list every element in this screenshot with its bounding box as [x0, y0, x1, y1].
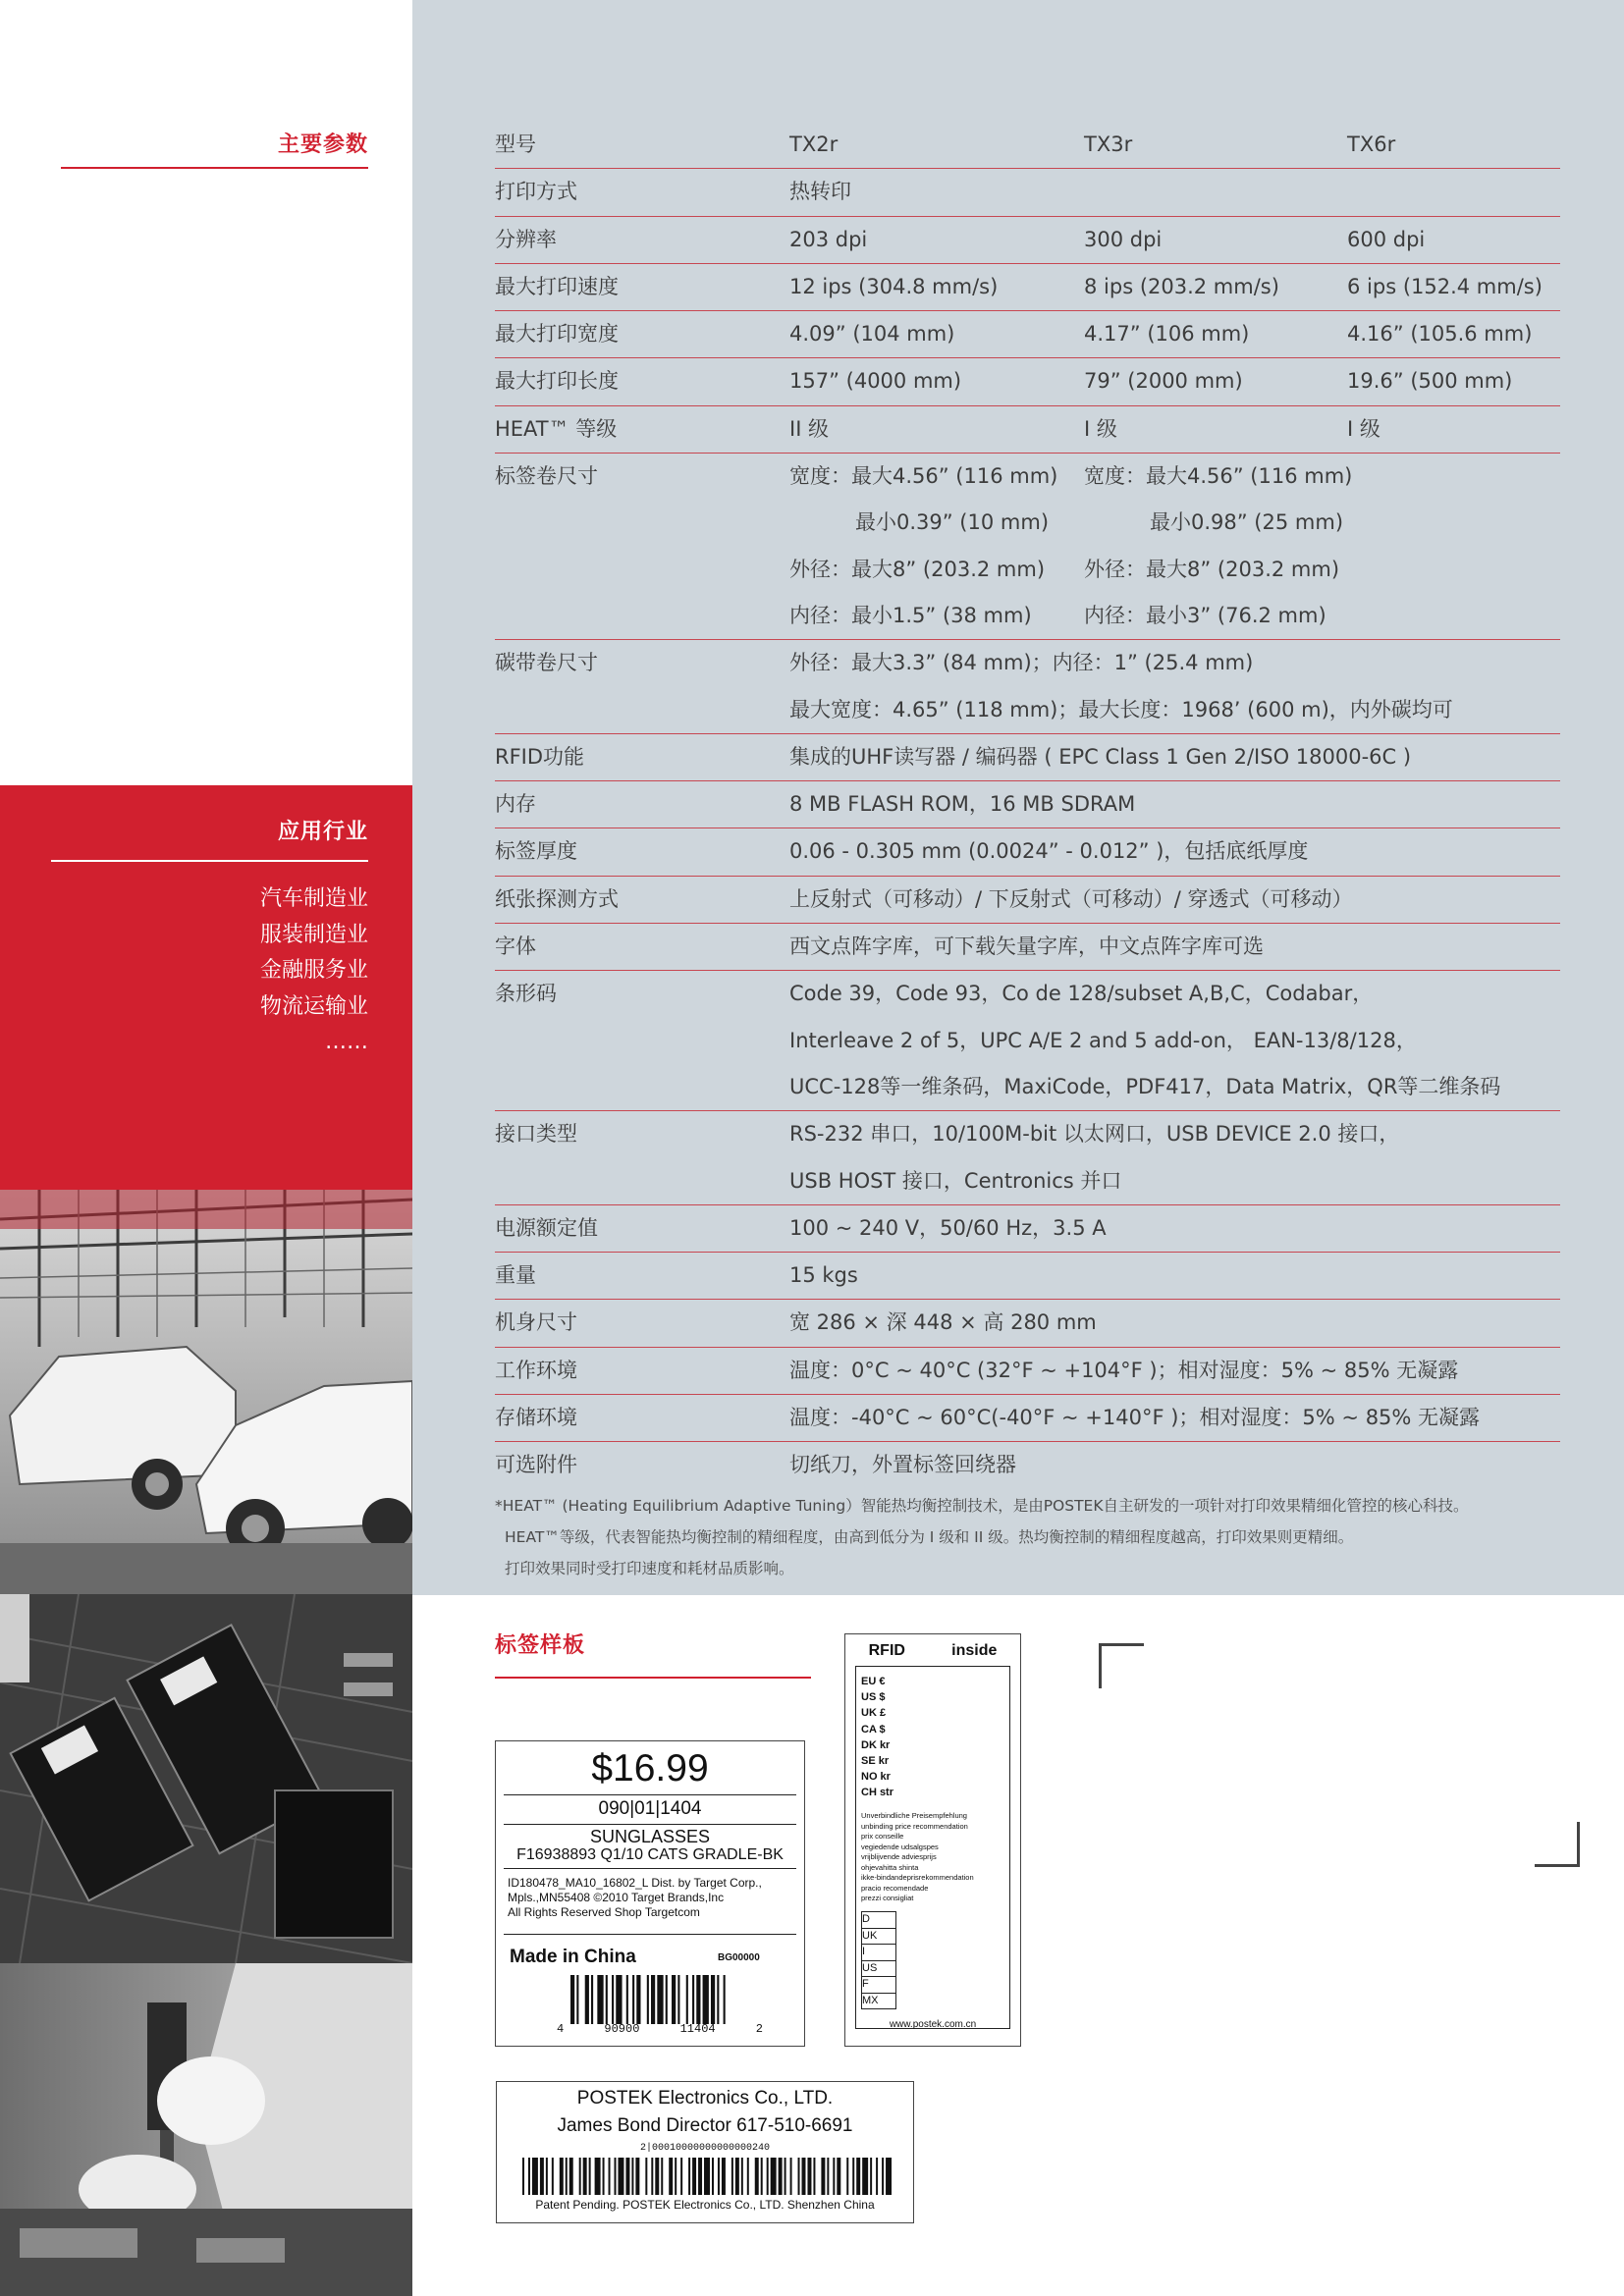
- row-label: 最大打印宽度: [495, 322, 619, 347]
- params-title-rule: [61, 167, 368, 169]
- barcode-bar: [661, 2158, 663, 2195]
- barcode-bar: [761, 2158, 763, 2195]
- table-row: [495, 358, 1560, 405]
- batch-code: BG00000: [718, 1952, 760, 1963]
- barcode-bar: [724, 1975, 726, 2024]
- row-value: 宽度：最大4.56” (116 mm): [789, 464, 1058, 489]
- row-label: 机身尺寸: [495, 1310, 577, 1335]
- barcode-bar: [616, 1975, 622, 2024]
- barcode-bar: [718, 2158, 720, 2195]
- barcode-digit: 11404: [679, 2022, 716, 2036]
- row-value: 集成的UHF读写器 / 编码器 ( EPC Class 1 Gen 2/ISO 18000-6C ): [789, 744, 1412, 769]
- row-label: 标签卷尺寸: [495, 464, 598, 489]
- rfid-url: www.postek.com.cn: [889, 2019, 977, 2030]
- barcode-bar: [698, 2158, 702, 2195]
- row-value: 上反射式（可移动）/ 下反射式（可移动）/ 穿透式（可移动）: [789, 886, 1353, 911]
- industry-item: 服装制造业: [259, 922, 368, 947]
- row-value: 15 kgs: [789, 1263, 858, 1288]
- row-value: UCC-128等一维条码，MaxiCode，PDF417，Data Matrix，QR等二维条码: [789, 1074, 1501, 1098]
- label-roll-tx2r: [789, 454, 1084, 639]
- model-header: TX2r: [789, 133, 839, 156]
- barcode-bar: [717, 1975, 719, 2024]
- heat-footnote: [495, 1490, 1469, 1584]
- barcode-bar: [886, 2158, 892, 2195]
- row-label: HEAT™ 等级: [495, 416, 618, 441]
- barcode-bar: [747, 2158, 749, 2195]
- barcode-bar: [735, 2158, 739, 2195]
- barcode-bar: [635, 2158, 639, 2195]
- barcode-bar: [651, 1975, 655, 2024]
- currency-item: DK kr: [861, 1738, 891, 1751]
- model-header: TX3r: [1084, 133, 1133, 156]
- assembly-worker-photo: [0, 1963, 412, 2296]
- item-code: 090|01|1404: [598, 1798, 702, 1819]
- row-label: 最大打印长度: [495, 369, 619, 394]
- industry-item: 金融服务业: [259, 958, 368, 983]
- barcode-bar: [626, 1975, 628, 2024]
- row-label: 电源额定值: [495, 1215, 598, 1240]
- barcode-bar: [821, 2158, 825, 2195]
- table-row: [495, 781, 1560, 828]
- business-card-label-sample: [496, 2081, 914, 2223]
- row-value: 100 ~ 240 V，50/60 Hz，3.5 A: [789, 1215, 1107, 1240]
- table-row: [495, 1205, 1560, 1253]
- row-value: 外径：最大8” (203.2 mm): [789, 557, 1046, 581]
- row-value: 最小0.98” (25 mm): [1150, 510, 1344, 535]
- product-name: SUNGLASSES: [589, 1827, 711, 1846]
- row-value: 203 dpi: [789, 227, 868, 251]
- barcode-bar: [552, 2158, 554, 2195]
- barcode-bar: [712, 2158, 714, 2195]
- small-text-line: unbinding price recommendation: [861, 1821, 968, 1831]
- company-name: POSTEK Electronics Co., LTD.: [576, 2088, 834, 2109]
- barcode-bar: [741, 2158, 743, 2195]
- barcode-bar: [876, 2158, 878, 2195]
- row-label: 存储环境: [495, 1406, 577, 1430]
- barcode-digit: 90900: [604, 2022, 640, 2036]
- row-label: 最大打印速度: [495, 274, 619, 298]
- currency-item: CA $: [861, 1723, 886, 1735]
- barcode-bar: [813, 2158, 815, 2195]
- price-divider: [504, 1794, 796, 1795]
- table-row: [495, 924, 1560, 971]
- barcode-bar: [722, 2158, 726, 2195]
- row-value: 8 MB FLASH ROM，16 MB SDRAM: [789, 792, 1136, 817]
- row-value: I 级: [1347, 416, 1380, 441]
- barcode-bar: [672, 1975, 676, 2024]
- rfid-inside: inside: [951, 1642, 998, 1659]
- row-value: 19.6” (500 mm): [1347, 369, 1513, 394]
- table-row: [495, 169, 1560, 216]
- label-info: [508, 1876, 762, 1920]
- industry-item: 汽车制造业: [259, 886, 368, 911]
- row-label: 字体: [495, 934, 536, 959]
- row-label: 重量: [495, 1263, 536, 1288]
- row-label: 工作环境: [495, 1358, 577, 1382]
- row-label: 可选附件: [495, 1453, 577, 1477]
- row-value: 切纸刀，外置标签回绕器: [789, 1453, 1016, 1477]
- barcode-bar: [657, 1975, 663, 2024]
- barcode-bar: [771, 2158, 777, 2195]
- barcode-bar: [569, 2158, 573, 2195]
- row-value: 宽 286 × 深 448 × 高 280 mm: [789, 1310, 1097, 1335]
- country-box: US: [861, 1961, 896, 1978]
- table-row: [495, 454, 1560, 640]
- table-row: [495, 1111, 1560, 1205]
- price-label-sample: [495, 1740, 805, 2047]
- barcode-bar: [579, 2158, 581, 2195]
- crop-mark-bottom-right: [1535, 1822, 1580, 1867]
- table-row: [495, 971, 1560, 1111]
- row-value: 内径：最小1.5” (38 mm): [789, 603, 1032, 627]
- barcode-digits: [557, 2022, 763, 2036]
- barcode-bar: [692, 1975, 694, 2024]
- barcode-bar: [703, 1975, 709, 2024]
- footnote-line: *HEAT™ (Heating Equilibrium Adaptive Tuning）智能热均衡控制技术，是由POSTEK自主研发的一项针对打印效果精细化管控的核心科技。: [495, 1497, 1469, 1515]
- row-value: II 级: [789, 416, 830, 441]
- industry-item: 物流运输业: [259, 993, 368, 1019]
- barcode-bar: [677, 1975, 679, 2024]
- barcode-bar: [632, 1975, 634, 2024]
- barcode-bar: [625, 2158, 629, 2195]
- table-row: [495, 217, 1560, 264]
- barcode-bar: [807, 2158, 811, 2195]
- origin-text: Made in China: [510, 1947, 636, 1967]
- barcode-bar: [862, 2158, 868, 2195]
- barcode-bar: [711, 1975, 715, 2024]
- barcode-digit: 2: [755, 2022, 763, 2036]
- row-value: 4.17” (106 mm): [1084, 322, 1250, 347]
- row-value: 西文点阵字库，可下载矢量字库，中文点阵字库可选: [789, 934, 1264, 959]
- barcode-bar: [669, 2158, 673, 2195]
- row-label: 型号: [495, 133, 536, 156]
- country-box: D: [861, 1911, 896, 1929]
- row-value: Code 39，Code 93，Co de 128/subset A,B,C，Codabar，: [789, 982, 1374, 1006]
- row-label: RFID功能: [495, 744, 585, 769]
- small-text-line: pracio recomendade: [861, 1883, 929, 1893]
- barcode-bar: [704, 2158, 710, 2195]
- row-value: Interleave 2 of 5，UPC A/E 2 and 5 add-on， EAN-13/8/128，: [789, 1028, 1417, 1052]
- barcode-bar: [631, 2158, 633, 2195]
- currency-item: SE kr: [861, 1755, 890, 1768]
- card-barcode: [522, 2158, 895, 2195]
- crop-mark-top-left: [1099, 1643, 1144, 1688]
- info-line: All Rights Reserved Shop Targetcom: [508, 1905, 700, 1919]
- barcode-bar: [686, 1975, 688, 2024]
- row-value: 热转印: [789, 180, 851, 204]
- barcode-bar: [612, 1975, 614, 2024]
- row-label: 打印方式: [495, 180, 577, 204]
- row-label: 纸张探测方式: [495, 886, 619, 911]
- row-label: 分辨率: [495, 227, 557, 251]
- barcode-bar: [645, 2158, 647, 2195]
- barcode-bar: [790, 2158, 792, 2195]
- barcode-bar: [606, 1975, 608, 2024]
- barcode-bar: [528, 2158, 530, 2195]
- barcode-bar: [870, 2158, 872, 2195]
- row-value: 157” (4000 mm): [789, 369, 962, 394]
- table-row: [495, 122, 1560, 169]
- barcode-bar: [540, 2158, 544, 2195]
- row-value: 外径：最大3.3” (84 mm)；内径：1” (25.4 mm): [789, 651, 1254, 675]
- row-label: 碳带卷尺寸: [495, 651, 598, 675]
- barcode-bar: [785, 2158, 786, 2195]
- row-value: 温度：0°C ~ 40°C (32°F ~ +104°F )；相对湿度：5% ~ 85% 无凝露: [789, 1358, 1459, 1382]
- samples-title-rule: [495, 1677, 811, 1679]
- row-value: 79” (2000 mm): [1084, 369, 1243, 394]
- price-recommendation-text: [861, 1811, 974, 1904]
- car-factory-photo: [0, 1190, 412, 1594]
- barcode-bar: [609, 2158, 611, 2195]
- country-box: MX: [861, 1994, 896, 2010]
- barcode-bar: [827, 2158, 829, 2195]
- table-row: [495, 1395, 1560, 1442]
- barcode-bar: [837, 2158, 840, 2195]
- industries-list: [260, 881, 368, 1061]
- barcode-bar: [833, 2158, 835, 2195]
- footnote-line: 打印效果同时受打印速度和耗材品质影响。: [505, 1560, 794, 1577]
- small-text-line: ikke-bindandeprisrekommendation: [861, 1873, 974, 1882]
- info-line: Mpls.,MN55408 ©2010 Target Brands,Inc: [508, 1891, 725, 1904]
- barcode-bar: [560, 2158, 564, 2195]
- barcode-bar: [591, 1975, 593, 2024]
- left-column: [0, 0, 412, 2296]
- barcode-bar: [692, 2158, 696, 2195]
- barcode-bar: [767, 2158, 769, 2195]
- currency-item: CH str: [861, 1787, 894, 1799]
- table-row: [495, 828, 1560, 876]
- interface-values: [789, 1111, 1560, 1204]
- info-line: ID180478_MA10_16802_L Dist. by Target Corp.,: [508, 1876, 762, 1890]
- row-value: I 级: [1084, 416, 1117, 441]
- barcode-bar: [597, 1975, 603, 2024]
- country-box: F: [861, 1977, 896, 1994]
- barcode-bar: [755, 2158, 759, 2195]
- country-boxes: [861, 1911, 896, 2009]
- small-text-line: Unverbindliche Preisempfehlung: [861, 1811, 967, 1820]
- row-value: 4.16” (105.6 mm): [1347, 322, 1533, 347]
- barcode-bar: [585, 1975, 589, 2024]
- barcode-bar: [779, 2158, 783, 2195]
- table-row: [495, 877, 1560, 924]
- price-text: $16.99: [591, 1747, 709, 1789]
- barcode-bar: [583, 2158, 587, 2195]
- table-row: [495, 640, 1560, 734]
- rfid-header: [845, 1642, 1020, 1660]
- info-divider: [504, 1934, 796, 1935]
- row-label: 接口类型: [495, 1122, 577, 1147]
- table-row: [495, 264, 1560, 311]
- barcode-bar: [595, 2158, 601, 2195]
- currency-item: NO kr: [861, 1771, 891, 1784]
- barcode-bar: [589, 2158, 591, 2195]
- price-barcode: [570, 1975, 731, 2024]
- card-number: 2|00010000000000000240: [639, 2143, 771, 2154]
- row-value: 内径：最小3” (76.2 mm): [1084, 603, 1326, 627]
- card-footer: Patent Pending. POSTEK Electronics Co., LTD. Shenzhen China: [535, 2198, 875, 2212]
- row-value: 4.09” (104 mm): [789, 322, 955, 347]
- barcode-bar: [618, 2158, 623, 2195]
- barcode-bar: [647, 1975, 649, 2024]
- table-row: [495, 1253, 1560, 1300]
- table-row: [495, 1442, 1560, 1488]
- barcode-bar: [666, 1975, 668, 2024]
- row-value: 300 dpi: [1084, 227, 1163, 251]
- samples-section-title: 标签样板: [495, 1633, 586, 1658]
- barcode-bar: [636, 1975, 640, 2024]
- barcode-digit: 4: [557, 2022, 565, 2036]
- sku-text: F16938893 Q1/10 CATS GRADLE-BK: [516, 1846, 784, 1863]
- barcode-bar: [570, 1975, 574, 2024]
- barcode-bar: [680, 2158, 682, 2195]
- country-box: UK: [861, 1929, 896, 1946]
- small-text-line: vegiedende udsalgspes: [861, 1842, 939, 1851]
- table-row: [495, 406, 1560, 454]
- barcode-bar: [546, 2158, 548, 2195]
- row-value: 最大宽度：4.65” (118 mm)；最大长度：1968’ (600 m)，内外碳均可: [789, 697, 1453, 721]
- row-value: USB HOST 接口，Centronics 并口: [789, 1168, 1122, 1193]
- row-value: 8 ips (203.2 mm/s): [1084, 274, 1279, 298]
- currency-item: EU €: [861, 1676, 886, 1687]
- barcode-bar: [576, 1975, 578, 2024]
- row-value: 6 ips (152.4 mm/s): [1347, 274, 1543, 298]
- sku-divider: [504, 1868, 796, 1869]
- currency-item: UK £: [861, 1707, 887, 1720]
- barcode-bar: [603, 2158, 605, 2195]
- barcode-bar: [532, 2158, 538, 2195]
- barcode-bar: [856, 2158, 860, 2195]
- barcode-values: [789, 971, 1560, 1110]
- industry-item: ……: [325, 1030, 368, 1054]
- barcode-bar: [846, 2158, 848, 2195]
- row-value: 外径：最大8” (203.2 mm): [1084, 557, 1340, 581]
- model-header: TX6r: [1347, 133, 1396, 156]
- params-section-title: 主要参数: [277, 133, 368, 157]
- barcode-bar: [798, 2158, 800, 2195]
- ribbon-values: [789, 640, 1560, 733]
- spec-table: [495, 122, 1560, 1489]
- barcode-bar: [882, 2158, 884, 2195]
- barcode-bar: [615, 2158, 617, 2195]
- row-value: 0.06 - 0.305 mm (0.0024” - 0.012” )，包括底纸厚度: [789, 839, 1309, 864]
- currency-list: [861, 1674, 893, 1801]
- row-label: 条形码: [495, 982, 557, 1006]
- barcode-bar: [696, 1975, 700, 2024]
- row-value: 宽度：最大4.56” (116 mm): [1084, 464, 1353, 489]
- small-text-line: prezzi consigliat: [861, 1894, 914, 1902]
- label-roll-tx3r: [1084, 454, 1560, 639]
- barcode-bar: [852, 2158, 854, 2195]
- row-label: 标签厚度: [495, 839, 577, 864]
- circuit-board-photo: [0, 1594, 412, 1963]
- barcode-bar: [802, 2158, 806, 2195]
- currency-item: US $: [861, 1691, 886, 1704]
- rfid-label-sample: [844, 1633, 1021, 2047]
- table-row: [495, 311, 1560, 358]
- barcode-bar: [688, 2158, 690, 2195]
- barcode-bar: [655, 2158, 659, 2195]
- table-row: [495, 1348, 1560, 1395]
- industries-title-rule: [51, 860, 368, 862]
- barcode-bar: [522, 2158, 524, 2195]
- small-text-line: ohjevahitta shinta: [861, 1862, 919, 1872]
- code-divider: [504, 1824, 796, 1825]
- row-label: 内存: [495, 792, 536, 817]
- industries-section-title: 应用行业: [277, 820, 368, 844]
- rfid-title: RFID: [868, 1642, 905, 1659]
- row-value: 600 dpi: [1347, 227, 1426, 251]
- barcode-bar: [675, 2158, 677, 2195]
- table-row: [495, 1300, 1560, 1347]
- row-value: 最小0.39” (10 mm): [855, 510, 1050, 535]
- footnote-line: HEAT™等级，代表智能热均衡控制的精细程度，由高到低分为 I 级和 II 级。热均衡控制的精细程度越高，打印效果则更精细。: [505, 1528, 1354, 1546]
- small-text-line: prix conseille: [861, 1832, 904, 1841]
- contact-line: James Bond Director 617-510-6691: [557, 2115, 853, 2136]
- row-value: 12 ips (304.8 mm/s): [789, 274, 999, 298]
- barcode-bar: [651, 2158, 653, 2195]
- table-row: [495, 734, 1560, 781]
- row-value: RS-232 串口，10/100M-bit 以太网口，USB DEVICE 2.0 接口，: [789, 1122, 1400, 1147]
- row-value: 温度：-40°C ~ 60°C(-40°F ~ +140°F )；相对湿度：5% ~ 85% 无凝露: [789, 1406, 1481, 1430]
- country-box: I: [861, 1945, 896, 1961]
- barcode-bar: [731, 2158, 733, 2195]
- small-text-line: vrijblijvende adviesprijs: [861, 1852, 937, 1861]
- barcode-bar: [566, 2158, 568, 2195]
